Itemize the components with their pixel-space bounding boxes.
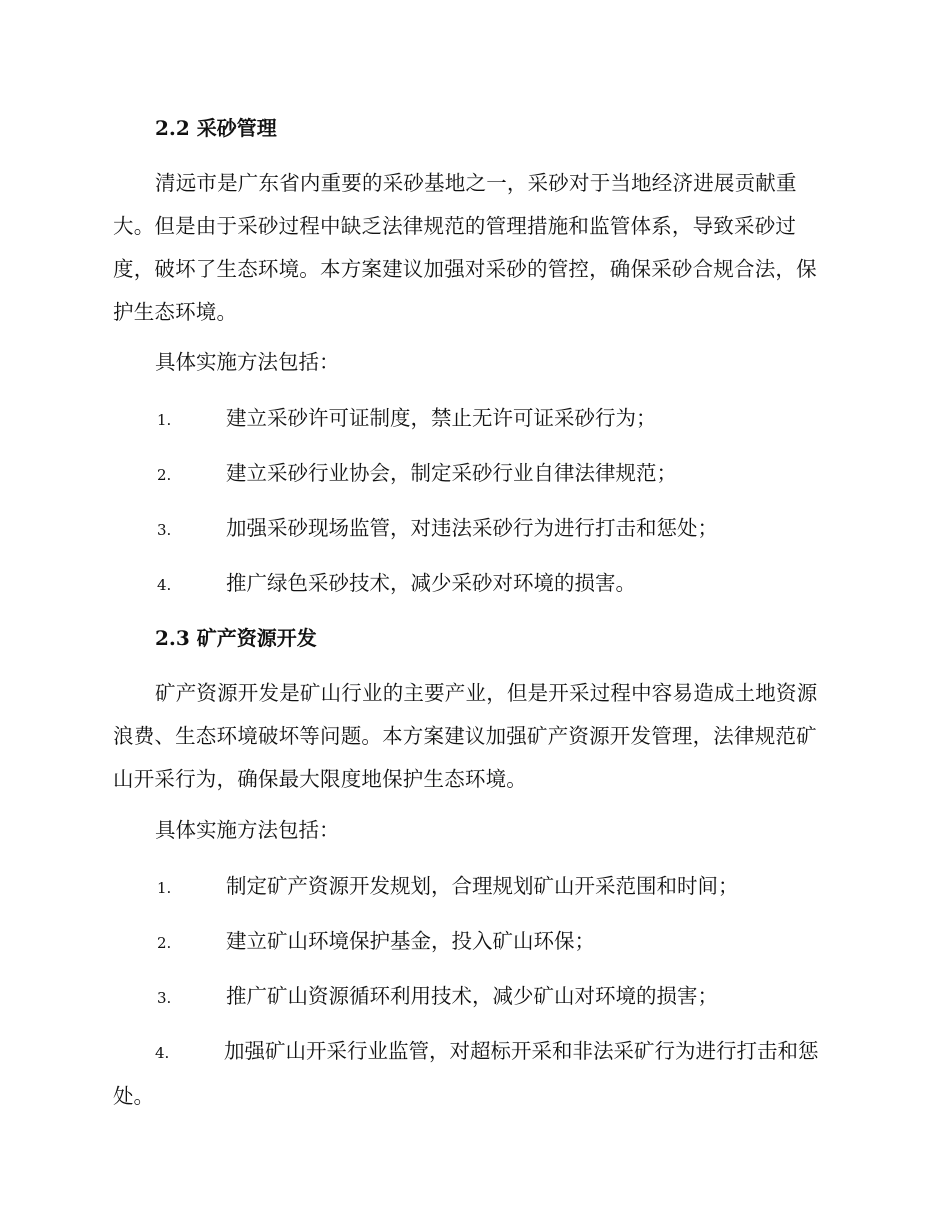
list-item xyxy=(113,507,835,552)
section-heading-2-2: 2.2 采砂管理 xyxy=(155,116,277,140)
list-item-number: 3. xyxy=(157,989,172,1007)
list-item-number: 2. xyxy=(157,466,172,484)
section-heading-2-3: 2.3 矿产资源开发 xyxy=(155,626,317,650)
list-item xyxy=(113,562,835,607)
list-item xyxy=(113,920,835,965)
list-item-text: 加强矿山开采行业监管，对超标开采和非法采矿行为进行打击和惩处。 xyxy=(113,1039,819,1108)
list-item xyxy=(113,452,835,497)
list-item xyxy=(113,865,835,910)
list-item xyxy=(113,397,835,442)
list-item-text: 制定矿产资源开发规划，合理规划矿山开采范围和时间； xyxy=(226,874,739,898)
list-item-number: 4. xyxy=(155,1044,170,1062)
section-intro-2-2: 具体实施方法包括： xyxy=(155,350,340,374)
list-item-text: 建立采砂许可证制度，禁止无许可证采砂行为； xyxy=(226,406,657,430)
list-item-text: 推广矿山资源循环利用技术，减少矿山对环境的损害； xyxy=(226,984,718,1008)
list-item-number: 4. xyxy=(157,576,172,594)
section-intro-2-3: 具体实施方法包括： xyxy=(155,818,340,842)
list-item-number: 3. xyxy=(157,521,172,539)
list-item-text: 建立采砂行业协会，制定采砂行业自律法律规范； xyxy=(226,461,677,485)
list-item-text: 加强采砂现场监管，对违法采砂行为进行打击和惩处； xyxy=(226,516,718,540)
list-item-text: 建立矿山环境保护基金，投入矿山环保； xyxy=(226,929,595,953)
list-item-number: 1. xyxy=(157,411,172,429)
list-item-number: 2. xyxy=(157,934,172,952)
section-paragraph-2-2: 清远市是广东省内重要的采砂基地之一，采砂对于当地经济进展贡献重大。但是由于采砂过程中缺乏法律规范的管理措施和监管体系，导致采砂过度，破坏了生态环境。本方案建议加强对采砂的管控，确保采砂合规合法，保护生态环境。 xyxy=(113,171,817,324)
list-item xyxy=(113,1030,835,1118)
list-item-number: 1. xyxy=(157,879,172,897)
list-item-text: 推广绿色采砂技术，减少采砂对环境的损害。 xyxy=(226,571,636,595)
section-paragraph-2-3: 矿产资源开发是矿山行业的主要产业，但是开采过程中容易造成土地资源浪费、生态环境破坏等问题。本方案建议加强矿产资源开发管理，法律规范矿山开采行为，确保最大限度地保护生态环境。 xyxy=(113,681,818,791)
list-item xyxy=(113,975,835,1020)
